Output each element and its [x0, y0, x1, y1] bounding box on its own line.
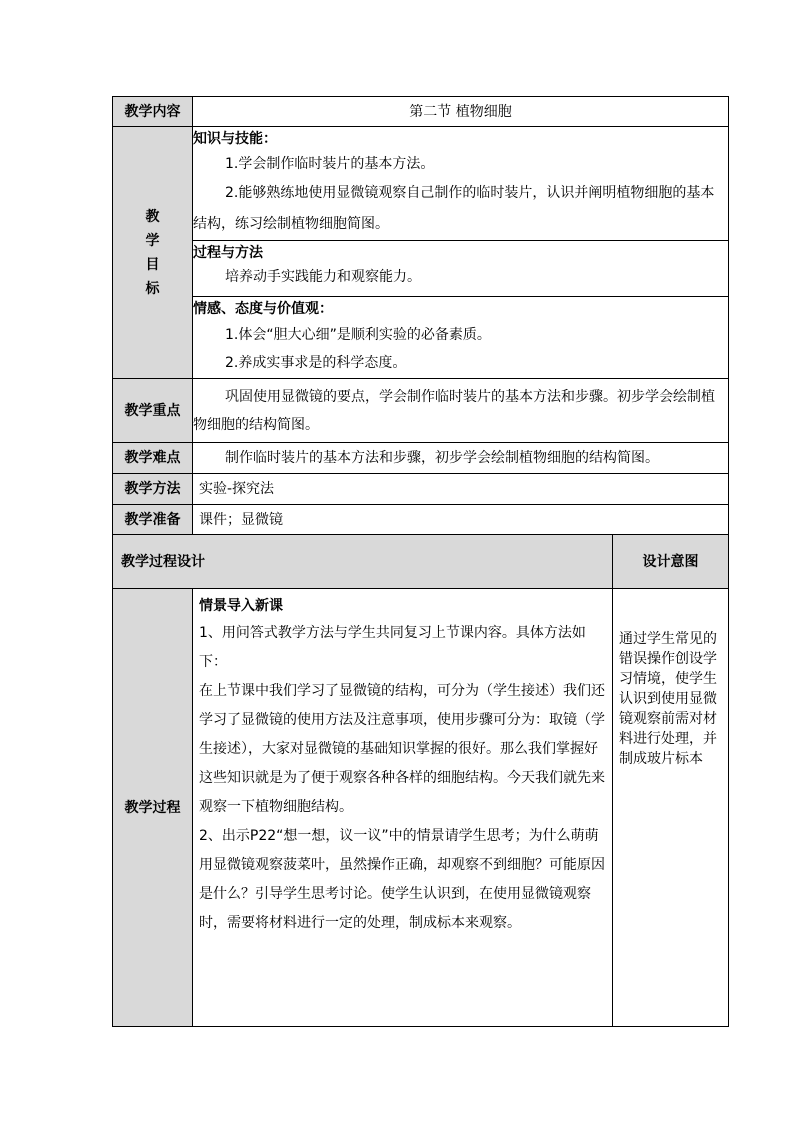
process-paragraph: 在上节课中我们学习了显微镜的结构，可分为（学生接述）我们还学习了显微镜的使用方法及注意事项，使用步骤可分为：取镜（学生接述），大家对显微镜的基础知识掌握的很好。那么我们掌握好这些知识就是为了便于观察各种各样的细胞结构。今天我们就先来观察一下植物细胞结构。 — [199, 683, 605, 815]
objectives-label-char: 学 — [145, 232, 160, 249]
method-row — [113, 474, 729, 505]
knowledge-heading: 知识与技能： — [193, 131, 277, 147]
process-row — [113, 589, 729, 1027]
process-title: 情景导入新课 — [199, 598, 283, 614]
preparation-value: 课件；显微镜 — [193, 505, 729, 535]
difficulties-value: 制作临时装片的基本方法和步骤，初步学会绘制植物细胞的结构简图。 — [225, 450, 659, 466]
key-points-row — [113, 379, 729, 443]
content-label: 教学内容 — [113, 97, 193, 127]
objectives-process-row — [113, 241, 729, 297]
objectives-label-char: 教 — [145, 208, 160, 225]
difficulties-row — [113, 443, 729, 474]
lesson-title: 第二节 植物细胞 — [193, 97, 729, 127]
attitude-heading: 情感、态度与价值观： — [193, 301, 333, 317]
content-row — [113, 97, 729, 127]
design-header-row — [113, 535, 729, 589]
design-header-right: 设计意图 — [613, 535, 729, 589]
attitude-item: 2.养成实事求是的科学态度。 — [225, 355, 407, 371]
attitude-item: 1.体会“胆大心细”是顺利实验的必备素质。 — [225, 327, 491, 343]
key-points-value: 巩固使用显微镜的要点，学会制作临时装片的基本方法和步骤。初步学会绘制植物细胞的结构简图。 — [193, 388, 715, 433]
design-header-left: 教学过程设计 — [113, 535, 613, 589]
method-label: 教学方法 — [113, 474, 193, 505]
attitude-section — [193, 297, 729, 379]
objectives-label — [113, 127, 193, 379]
process-paragraph: 2、出示P22“想一想，议一议”中的情景请学生思考；为什么萌萌用显微镜观察菠菜叶，虽然操作正确，却观察不到细胞？可能原因是什么？引导学生思考讨论。使学生认识到，在使用显微镜观察时，需要将材料进行一定的处理，制成标本来观察。 — [199, 828, 605, 931]
process-method-heading: 过程与方法 — [193, 245, 263, 261]
process-method-item: 培养动手实践能力和观察能力。 — [225, 269, 421, 285]
process-method-section — [193, 241, 729, 297]
knowledge-section — [193, 127, 729, 241]
key-points-label: 教学重点 — [113, 379, 193, 443]
preparation-label: 教学准备 — [113, 505, 193, 535]
process-paragraph: 1、用问答式教学方法与学生共同复习上节课内容。具体方法如下： — [199, 625, 586, 670]
difficulties-label: 教学难点 — [113, 443, 193, 474]
process-label: 教学过程 — [113, 589, 193, 1027]
objectives-label-char: 标 — [145, 280, 160, 297]
difficulties-text — [193, 443, 729, 474]
design-intent: 通过学生常见的错误操作创设学习情境，使学生认识到使用显微镜观察前需对材料进行处理，并制成玻片标本 — [613, 589, 729, 1027]
preparation-row — [113, 505, 729, 535]
key-points-text — [193, 379, 729, 443]
knowledge-item: 1.学会制作临时装片的基本方法。 — [225, 156, 435, 172]
knowledge-item: 2.能够熟练地使用显微镜观察自己制作的临时装片，认识并阐明植物细胞的基本结构，练习绘制植物细胞简图。 — [193, 185, 715, 232]
objectives-attitude-row — [113, 297, 729, 379]
objectives-knowledge-row — [113, 127, 729, 241]
objectives-label-char: 目 — [145, 256, 160, 273]
method-value: 实验-探究法 — [193, 474, 729, 505]
lesson-plan-table — [112, 96, 729, 1027]
process-content — [193, 589, 613, 1027]
